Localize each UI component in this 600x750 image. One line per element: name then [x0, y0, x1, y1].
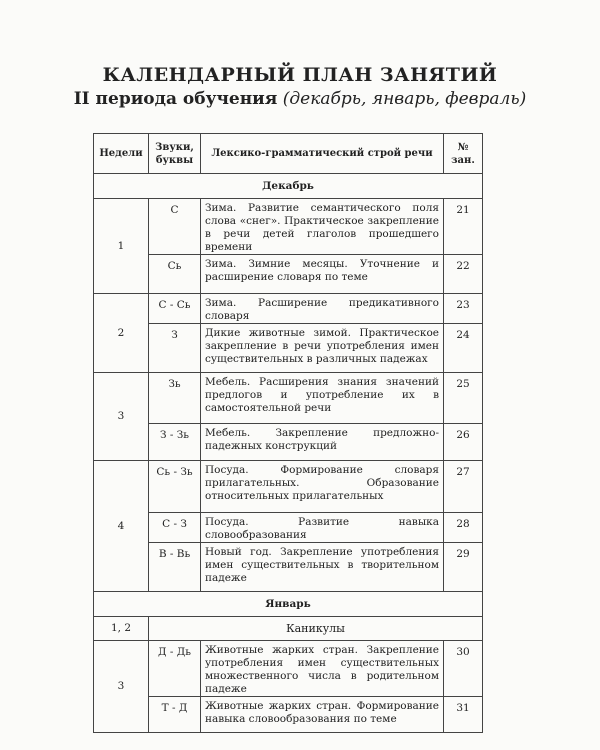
week-cell: 3	[94, 641, 149, 733]
lesson-number-cell: 26	[444, 424, 483, 461]
header-sounds-line2: буквы	[155, 154, 194, 166]
sound-cell: Т - Д	[149, 697, 201, 733]
week-cell: 1, 2	[94, 617, 149, 641]
week-cell: 4	[94, 461, 149, 592]
sound-cell: С - З	[149, 513, 201, 543]
topic-cell: Посуда. Формирование словаря прилагательных. Образование относительных прилагательных	[201, 461, 444, 513]
sound-cell: С	[149, 199, 201, 255]
page-subtitle	[0, 89, 600, 109]
sound-cell: С - Сь	[149, 294, 201, 324]
topic-cell: Посуда. Развитие навыка словообразования	[201, 513, 444, 543]
table-row	[94, 697, 483, 733]
week-cell: 2	[94, 294, 149, 373]
sound-cell: Д - Дь	[149, 641, 201, 697]
table-row	[94, 199, 483, 255]
table-row	[94, 513, 483, 543]
section-row	[94, 174, 483, 199]
week-cell: 3	[94, 373, 149, 461]
sound-cell: Сь	[149, 255, 201, 294]
table-row	[94, 324, 483, 373]
lesson-number-cell: 28	[444, 513, 483, 543]
lesson-number-cell: 22	[444, 255, 483, 294]
table-row	[94, 255, 483, 294]
lesson-number-cell: 29	[444, 543, 483, 592]
table-row	[94, 461, 483, 513]
sound-cell: В - Вь	[149, 543, 201, 592]
sound-cell: З - Зь	[149, 424, 201, 461]
header-lesson-number	[444, 134, 483, 174]
header-topic: Лексико-грамматический строй речи	[201, 134, 444, 174]
table-header-row	[94, 134, 483, 174]
topic-cell: Зима. Зимние месяцы. Уточнение и расширение словаря по теме	[201, 255, 444, 294]
table-row	[94, 373, 483, 424]
table-row	[94, 424, 483, 461]
calendar-plan-table	[93, 133, 483, 733]
topic-cell: Новый год. Закрепление употребления имен существительных в творительном падеже	[201, 543, 444, 592]
topic-cell: Зима. Развитие семантического поля слова «снег». Практическое закрепление в речи детей глаголов прошедшего времени	[201, 199, 444, 255]
topic-cell: Мебель. Расширения знания значений предлогов и употребление их в самостоятельной речи	[201, 373, 444, 424]
lesson-number-cell: 27	[444, 461, 483, 513]
sound-cell: Сь - Зь	[149, 461, 201, 513]
header-num-line2: зан.	[451, 154, 475, 166]
topic-cell: Животные жарких стран. Формирование навыка словообразования по теме	[201, 697, 444, 733]
topic-cell: Животные жарких стран. Закрепление употребления имен существительных множественного числа в родительном падеже	[201, 641, 444, 697]
holiday-cell: Каникулы	[149, 617, 483, 641]
topic-cell: Дикие животные зимой. Практическое закрепление в речи употребления имен существительных в различных падежах	[201, 324, 444, 373]
sound-cell: З	[149, 324, 201, 373]
subtitle-period: II периода обучения	[73, 89, 278, 109]
section-row	[94, 592, 483, 617]
lesson-number-cell: 21	[444, 199, 483, 255]
table-row	[94, 641, 483, 697]
header-sounds-line1: Звуки,	[155, 141, 194, 153]
lesson-number-cell: 24	[444, 324, 483, 373]
header-sounds	[149, 134, 201, 174]
section-december: Декабрь	[94, 174, 483, 199]
lesson-number-cell: 31	[444, 697, 483, 733]
header-weeks: Недели	[94, 134, 149, 174]
lesson-number-cell: 25	[444, 373, 483, 424]
table-row	[94, 543, 483, 592]
section-january: Январь	[94, 592, 483, 617]
topic-cell: Мебель. Закрепление предложно-падежных конструкций	[201, 424, 444, 461]
header-num-line1: №	[457, 141, 469, 153]
lesson-number-cell: 30	[444, 641, 483, 697]
table-row	[94, 617, 483, 641]
lesson-number-cell: 23	[444, 294, 483, 324]
page-title: КАЛЕНДАРНЫЙ ПЛАН ЗАНЯТИЙ	[102, 64, 498, 86]
table-row	[94, 294, 483, 324]
week-cell: 1	[94, 199, 149, 294]
subtitle-months: (декабрь, январь, февраль)	[282, 89, 527, 109]
topic-cell: Зима. Расширение предикативного словаря	[201, 294, 444, 324]
sound-cell: Зь	[149, 373, 201, 424]
